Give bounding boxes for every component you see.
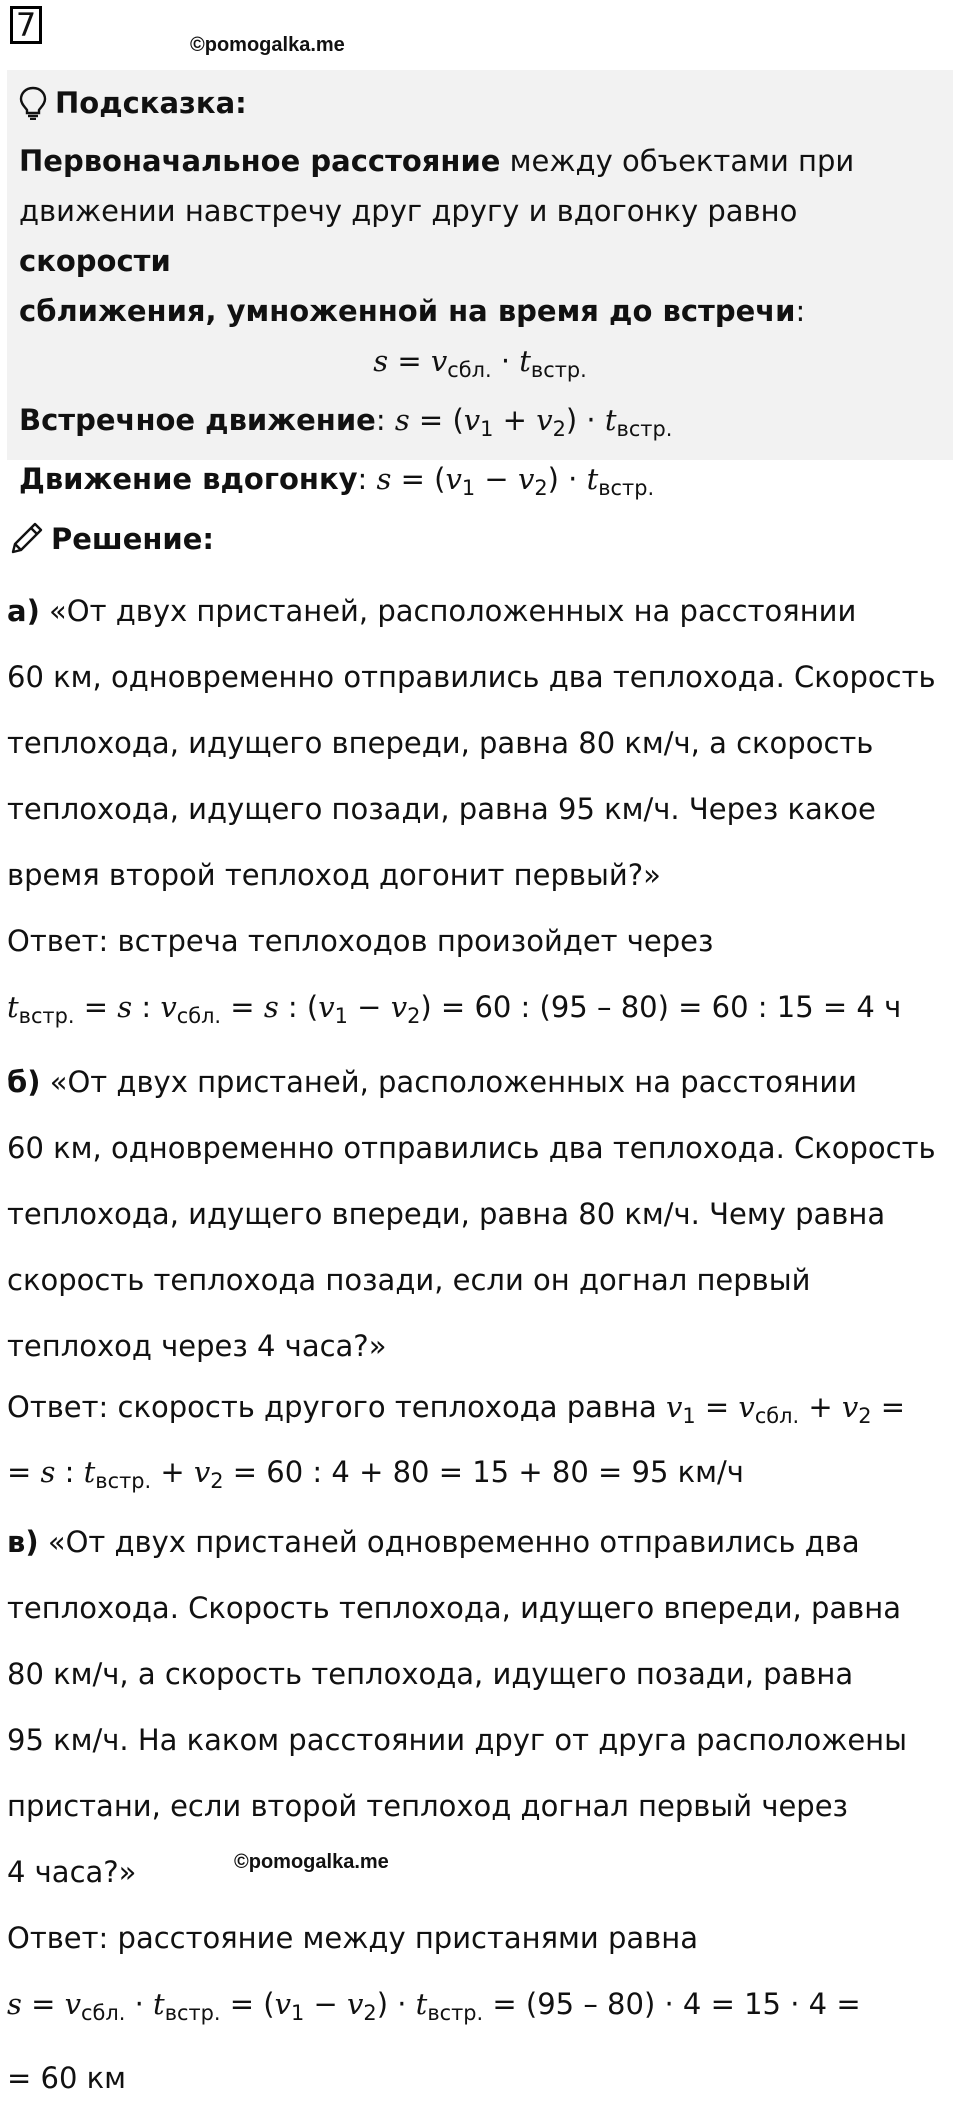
part-a-answer: Ответ: встреча теплоходов произойдет через xyxy=(7,924,714,958)
hint-line-1: Первоначальное расстояние между объектами при xyxy=(19,144,855,178)
watermark-bottom: ©pomogalka.me xyxy=(234,1851,389,1873)
task-number: 7 xyxy=(10,6,42,44)
part-a-line-2: 60 км, одновременно отправились два теплохода. Скорость xyxy=(7,660,936,694)
hint-line-2: движении навстречу друг другу и вдогонку равно скорости xyxy=(19,194,798,278)
part-a-line-1: а) «От двух пристаней, расположенных на расстоянии xyxy=(7,594,857,628)
part-b-line-1: б) «От двух пристаней, расположенных на расстоянии xyxy=(7,1064,858,1099)
part-c-line-4: 95 км/ч. На каком расстоянии друг от друга расположены xyxy=(7,1722,908,1757)
part-c-line-6: 4 часа?» xyxy=(7,1854,137,1889)
part-c-line-3: 80 км/ч, а скорость теплохода, идущего позади, равна xyxy=(7,1656,854,1691)
part-b-formula: = s : $t_{встр.} + v_2 = 60$ : 4 + 80 = 15 + 80 = 95 км/ч xyxy=(7,1454,744,1493)
pencil-icon xyxy=(7,520,45,558)
part-a-line-5: время второй теплоход догонит первый?» xyxy=(7,858,661,892)
solution-title: Решение: xyxy=(7,520,953,558)
hint-formula: $s = v_{сбл.} \cdot t_{встр.}$ xyxy=(373,344,587,382)
part-c-result: = 60 км xyxy=(7,2061,127,2096)
part-a-line-3: теплохода, идущего впереди, равна 80 км/ч, а скорость xyxy=(7,726,874,760)
hint-title-text: Подсказка: xyxy=(55,86,247,120)
part-b-line-4: скорость теплохода позади, если он догнал первый xyxy=(7,1262,811,1297)
part-c-answer: Ответ: расстояние между пристанями равна xyxy=(7,1920,699,1955)
hint-line-3: сближения, умноженной на время до встречи: xyxy=(19,294,806,328)
lightbulb-icon xyxy=(19,86,47,120)
solution xyxy=(7,520,953,2111)
part-a-line-4: теплохода, идущего позади, равна 95 км/ч. Через какое xyxy=(7,792,876,826)
part-c-formula: $s = v_{сбл.} \cdot t_{встр.} = (v_1 - v_2) \cdot t_{встр.} = (95 - 80) \cdot 4 = 15 \cdot 4$ = xyxy=(7,1986,861,2025)
part-c-line-2: теплохода. Скорость теплохода, идущего впереди, равна xyxy=(7,1590,901,1625)
part-c-line-5: пристани, если второй теплоход догнал первый через xyxy=(7,1788,848,1823)
part-b-line-2: 60 км, одновременно отправились два теплохода. Скорость xyxy=(7,1130,936,1165)
watermark-top: ©pomogalka.me xyxy=(190,34,345,56)
hint-meet: Встречное движение: $s = (v_1 + v_2) \cdot t_{встр.}$ xyxy=(19,402,673,441)
hint-box xyxy=(7,70,953,500)
part-b-answer: Ответ: скорость другого теплохода равна $v_1 = v_{сбл.} + v_2$ = xyxy=(7,1389,906,1428)
hint-chase: Движение вдогонку: $s = (v_1 - v_2) \cdot t_{встр.}$ xyxy=(19,461,655,500)
part-c-line-1: в) «От двух пристаней одновременно отправились два xyxy=(7,1524,860,1559)
hint-title xyxy=(19,86,941,120)
part-b-line-3: теплохода, идущего впереди, равна 80 км/ч. Чему равна xyxy=(7,1196,886,1231)
part-b-line-5: теплоход через 4 часа?» xyxy=(7,1328,387,1363)
part-a-formula: $t_{встр.} = s$ : $v_{сбл.} = s$ : $(v_1 - v_2) = 60$ : (95 – 80) = 60 : 15 = 4 ч xyxy=(7,990,902,1028)
